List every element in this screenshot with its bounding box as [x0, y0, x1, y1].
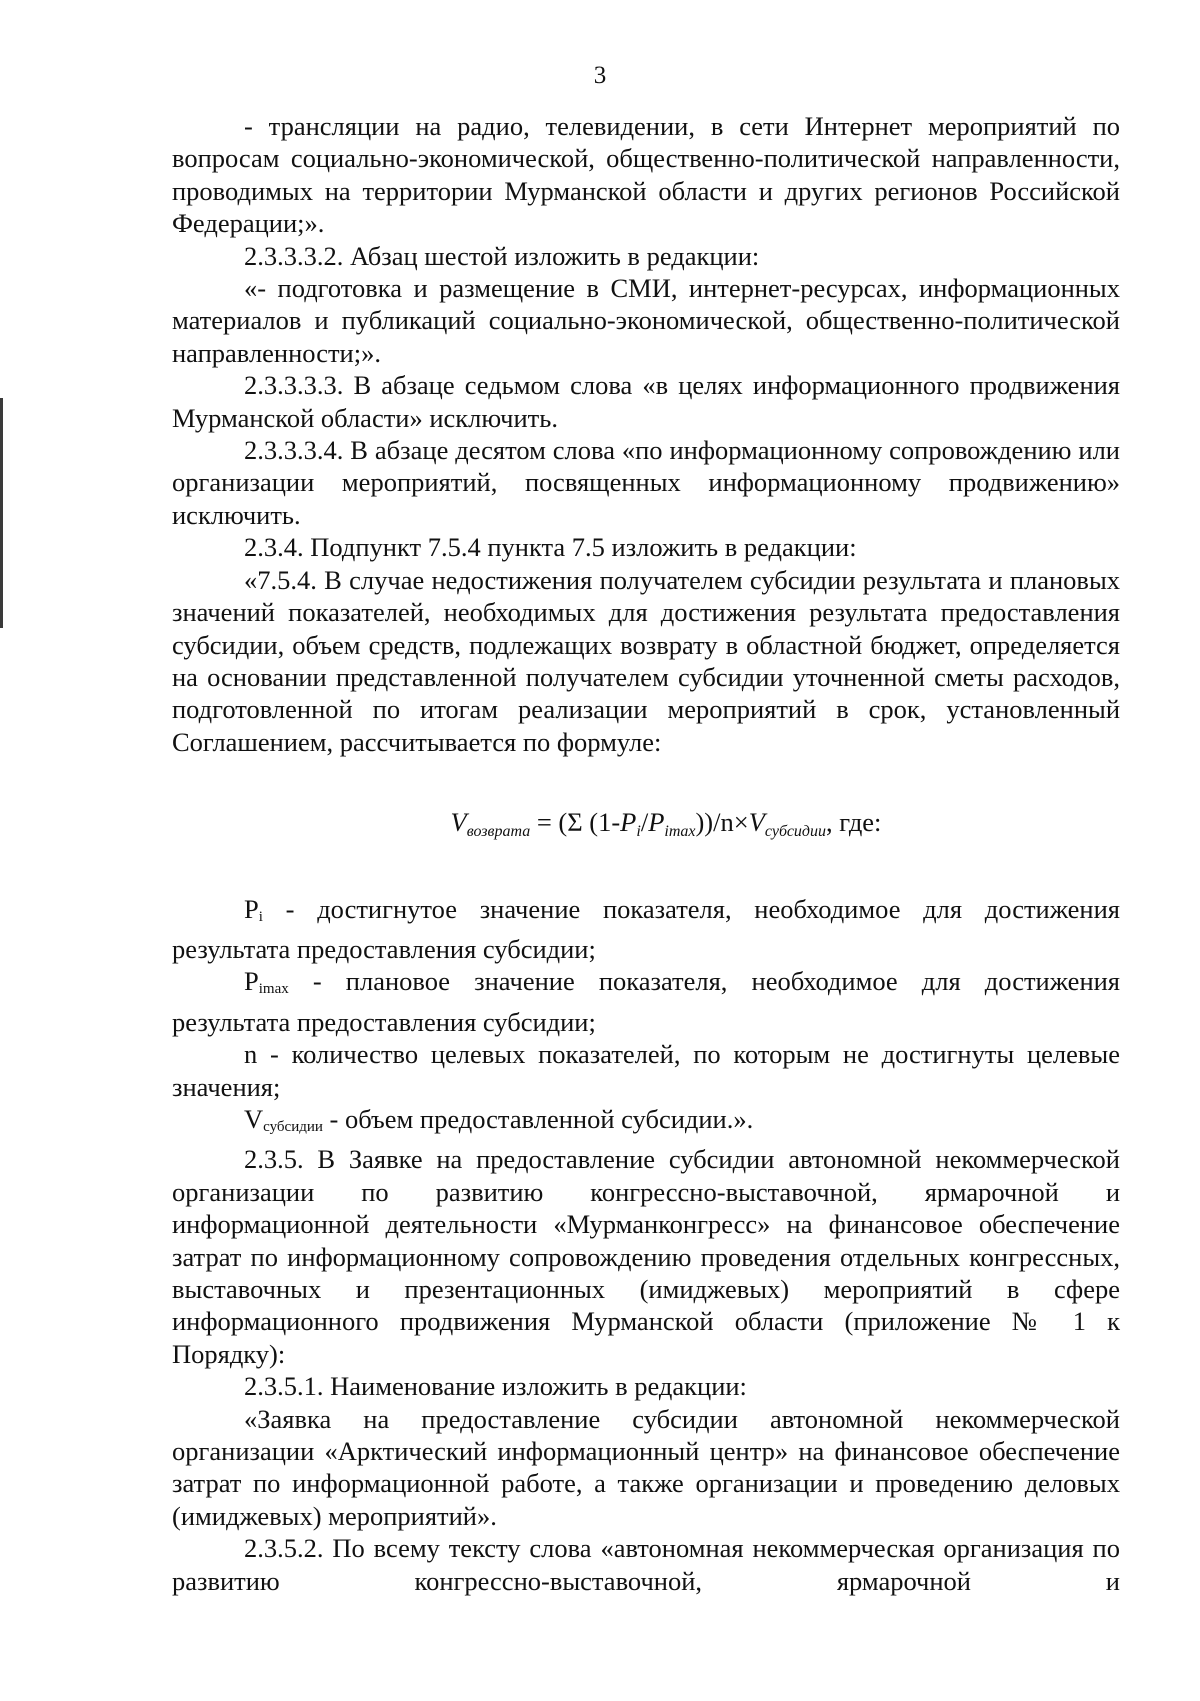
paragraph: 2.3.5. В Заявке на предоставление субсидии автономной некоммерческой организации по развитию конгрессно-выставочной, ярмарочной и информационной деятельности «Мурманконгресс» на финансовое обеспечение затрат по информационному сопровождению проведения отдельных конгрессных, выставочных и презентационных (имиджевых) мероприятий в сфере информационного продвижения Мурманской области (приложение № 1 к Порядку):: [172, 1144, 1120, 1369]
formula-p-subscript: i: [636, 823, 641, 841]
definition-symbol: V: [244, 1103, 264, 1134]
document-body: [172, 110, 1120, 1597]
paragraph: 2.3.5.2. По всему тексту слова «автономная некоммерческая организация по развитию конгрессно-выставочной, ярмарочной и: [172, 1533, 1120, 1596]
definition-vsubsidy: [172, 1103, 1120, 1143]
definition-symbol: P: [244, 966, 259, 997]
definition-subscript: i: [258, 908, 263, 925]
formula-vs-subscript: субсидии: [764, 823, 827, 841]
formula-tail: , где:: [826, 807, 882, 838]
formula-v-symbol: V: [450, 807, 467, 838]
formula-slash: /: [640, 807, 649, 838]
definition-pi: [172, 893, 1120, 966]
paragraph: 2.3.3.3.4. В абзаце десятом слова «по информационному сопровождению или организации мероприятий, посвященных информационному продвижению» исключить.: [172, 435, 1120, 530]
page-number: 3: [593, 62, 607, 89]
definition-symbol: P: [244, 893, 259, 924]
definition-text: - объем предоставленной субсидии.».: [322, 1103, 754, 1134]
definition-text: - достигнутое значение показателя, необходимое для достижения результата предоставления субсидии;: [172, 893, 1120, 964]
paragraph: «7.5.4. В случае недостижения получателем субсидии результата и плановых значений показателей, необходимых для достижения результата предоставления субсидии, объем средств, подлежащих возврату в областной бюджет, определяется на основании представленной получателем субсидии уточненной сметы расходов, подготовленной по итогам реализации мероприятий в срок, установленный Соглашением, рассчитывается по формуле:: [172, 564, 1120, 757]
definition-symbol: n: [244, 1039, 258, 1070]
formula-pmax-symbol: P: [648, 807, 665, 838]
paragraph: 2.3.4. Подпункт 7.5.4 пункта 7.5 изложить в редакции:: [244, 532, 857, 563]
definition-pimax: [172, 965, 1120, 1038]
formula-pmax-subscript: imax: [664, 823, 696, 841]
refund-formula: [172, 806, 1120, 848]
definition-text: - количество целевых показателей, по которым не достигнуты целевые значения;: [172, 1039, 1120, 1102]
paragraph: 2.3.3.3.2. Абзац шестой изложить в редакции:: [244, 240, 760, 271]
formula-sum-open: = (Σ (1-: [530, 807, 621, 838]
formula-p-symbol: P: [620, 807, 637, 838]
scan-edge-mark: [0, 398, 3, 628]
formula-close-n: ))/n×: [695, 807, 749, 838]
definition-text: - плановое значение показателя, необходимое для достижения результата предоставления субсидии;: [172, 966, 1120, 1037]
paragraph: 2.3.5.1. Наименование изложить в редакции:: [244, 1371, 747, 1402]
paragraph: 2.3.3.3.3. В абзаце седьмом слова «в целях информационного продвижения Мурманской области» исключить.: [172, 370, 1120, 433]
paragraph: - трансляции на радио, телевидении, в сети Интернет мероприятий по вопросам социально-экономической, общественно-политической направленности, проводимых на территории Мурманской области и других регионов Российской Федерации;».: [172, 111, 1120, 239]
definition-n: [172, 1038, 1120, 1103]
definition-subscript: субсидии: [263, 1118, 323, 1135]
formula-v-subscript: возврата: [466, 823, 531, 841]
definition-subscript: imax: [258, 981, 289, 998]
paragraph: «Заявка на предоставление субсидии автономной некоммерческой организации «Арктический информационный центр» на финансовое обеспечение затрат по информационной работе, а также организации и проведению деловых (имиджевых) мероприятий».: [172, 1403, 1120, 1531]
formula-vs-symbol: V: [748, 807, 765, 838]
paragraph: «- подготовка и размещение в СМИ, интернет-ресурсах, информационных материалов и публикаций социально-экономической, общественно-политической направленности;».: [172, 273, 1120, 368]
